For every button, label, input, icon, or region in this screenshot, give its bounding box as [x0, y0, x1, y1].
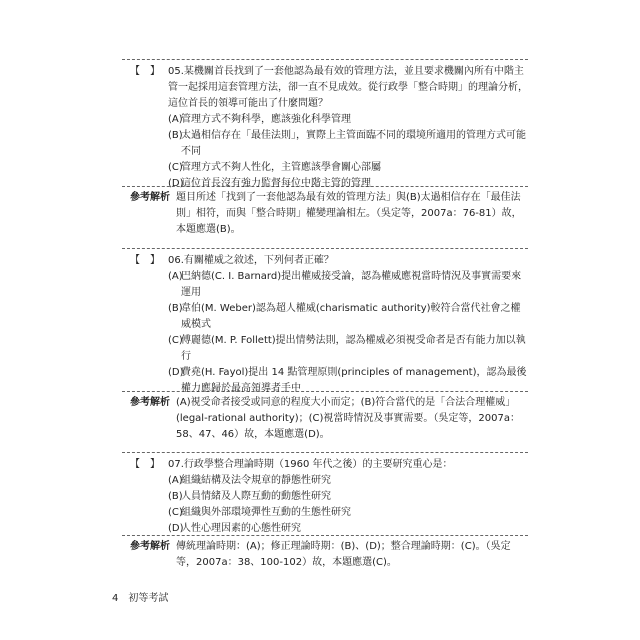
question-07-stem: 07.行政學整合理論時期（1960 年代之後）的主要研究重心是：: [168, 459, 453, 470]
answer-bracket: 【 】: [130, 66, 160, 77]
question-07: [122, 452, 528, 536]
analysis-tag: 參考解析: [130, 541, 170, 552]
analysis-06-text: (A)視受命者接受或同意的程度大小而定；(B)符合當代的是「合法合理權威」(legal-rational authority)；(C)視當時情況及事實需要。（吳定等，2007a：58、47、46）故，本題應選(D)。: [176, 397, 521, 440]
question-05-stem-line: [130, 64, 528, 112]
question-06: [122, 248, 528, 392]
option-c: (C) 傅麗德(M. P. Follett)提出情勢法則，認為權威必須視受命者是否有能力加以執行: [168, 335, 526, 362]
answer-bracket: 【 】: [130, 459, 160, 470]
question-07-stem-line: [130, 457, 528, 473]
analysis-tag: 參考解析: [130, 397, 170, 408]
analysis-05: [130, 190, 526, 238]
analysis-06: [130, 395, 526, 443]
question-05: [122, 59, 528, 187]
page-number: 4: [112, 593, 119, 604]
option-d: (D) 費堯(H. Fayol)提出 14 點管理原則(principles of management)，認為最後權力應歸於最高領導者手中: [168, 367, 527, 394]
analysis-tag: 參考解析: [130, 192, 170, 203]
question-05-stem: 05.某機關首長找到了一套他認為最有效的管理方法，並且要求機關內所有中階主管一起採用這套管理方法，卻一直不見成效。從行政學「整合時期」的理論分析，這位首長的領導可能出了什麼問題？: [168, 66, 528, 109]
question-06-stem: 06.有關權威之敘述，下列何者正確？: [168, 255, 334, 266]
option-b: (B) 太過相信存在「最佳法則」，實際上主管面臨不同的環境所適用的管理方式可能不同: [168, 130, 526, 157]
answer-bracket: 【 】: [130, 255, 160, 266]
question-06-stem-line: [130, 253, 528, 269]
option-a: (A) 組織結構及法令規章的靜態性研究: [168, 475, 331, 486]
analysis-05-text: 題目所述「找到了一套他認為最有效的管理方法」與(B)太過相信存在「最佳法則」相符，而與「整合時期」權變理論相左。（吳定等，2007a：76-81）故，本題應選(B)。: [176, 192, 522, 235]
option-c: (C) 組織與外部環境彈性互動的生態性研究: [168, 507, 351, 518]
option-d: (D) 人性心理因素的心態性研究: [168, 523, 301, 534]
analysis-07-text: 傳統理論時期：(A)；修正理論時期：(B)、(D)；整合理論時期：(C)。（吳定等，2007a：38、100-102）故，本題應選(C)。: [176, 541, 511, 568]
option-b: (B) 韋伯(M. Weber)認為超人權威(charismatic authority)較符合當代社會之權威模式: [168, 303, 521, 330]
option-c: (C) 管理方式不夠人性化，主管應該學會關心部屬: [168, 162, 381, 173]
analysis-07: [130, 539, 526, 571]
option-a: (A) 管理方式不夠科學，應該強化科學管理: [168, 114, 351, 125]
option-a: (A) 巴納德(C. I. Barnard)提出權威接受論，認為權威應視當時情況及事實需要來運用: [168, 271, 522, 298]
page-footer: [112, 591, 178, 607]
book-title: 初等考試: [128, 593, 169, 604]
option-d: (D) 這位首長沒有強力監督每位中階主管的管理: [168, 178, 371, 189]
option-b: (B) 人員情緒及人際互動的動態性研究: [168, 491, 331, 502]
